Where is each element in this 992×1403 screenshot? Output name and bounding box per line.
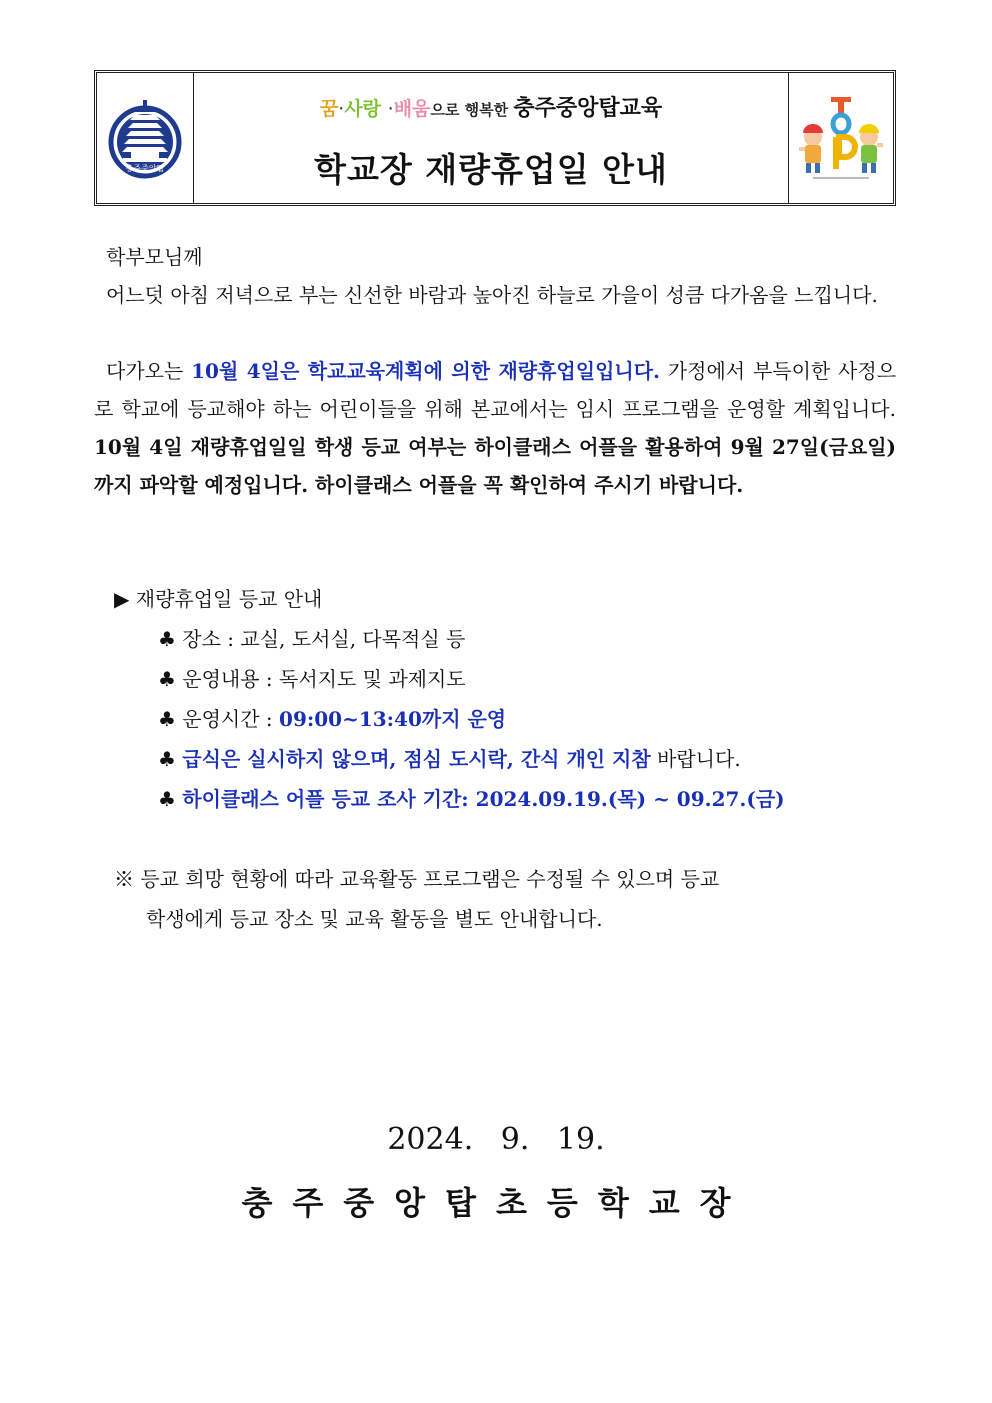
greeting: 학부모님께 [106,245,203,269]
club-icon: ♣ [158,787,176,811]
item-value: 하이클래스 어플 등교 조사 기간: 2024.09.19.(목) ~ 09.27.(금) [182,787,785,811]
list-item [158,620,465,658]
list-item [158,780,785,818]
page-title: 학교장 재량휴업일 안내 [314,150,668,189]
slogan-love: 사랑 [344,98,382,120]
item-value: 09:00~13:40까지 운영 [279,707,507,731]
note-line-2: 학생에게 등교 장소 및 교육 활동을 별도 안내합니다. [146,907,603,931]
pagoda-logo-icon [103,84,187,192]
top-mascot [788,73,893,203]
body-bold-tail: 10월 4일 재량휴업일일 학생 등교 여부는 하이클래스 어플을 활용하여 9월 27일(금요일)까지 파악할 예정입니다. 하이클래스 어플을 꼭 확인하여 주시기 바랍니다. [94,435,896,497]
main-paragraph [94,352,896,504]
club-icon: ♣ [158,667,176,691]
item-value: 급식은 실시하지 않으며, 점심 도시락, 간식 개인 지참 [182,747,651,771]
slogan-connector: 으로 [430,101,465,119]
note-text: 등교 희망 현황에 따라 교육활동 프로그램은 수정될 수 있으며 등교 [140,867,720,891]
list-item [158,740,741,778]
item-label: 운영내용 : 독서지도 및 과제지도 [182,667,466,691]
title-cell [194,73,788,203]
list-item [158,700,506,738]
body-middle: 가정에서 부득이한 사정으로 학교에 등교해야 하는 어린이들을 위해 본교에서는 임시 프로그램을 운영할 계획입니다. [94,359,897,421]
list-item [158,660,466,698]
slogan-school: 충주중앙탑교육 [513,96,663,121]
school-logo [97,73,194,203]
section-title: 재량휴업일 등교 안내 [135,587,323,611]
signature: 충주중앙탑초등학교장 [241,1184,751,1222]
slogan-sep: · [387,98,394,120]
item-suffix: 바랍니다. [650,747,741,771]
logo-text: 충주중앙탑 [125,164,165,173]
intro-paragraph: 어느덧 아침 저녁으로 부는 신선한 바람과 높아진 하늘로 가을이 성큼 다가옴을 느낍니다. [106,283,878,307]
document-date: 2024. 9. 19. [387,1122,605,1157]
club-icon: ♣ [158,707,176,731]
item-label: 운영시간 : [182,707,280,731]
mascot-icon [793,93,889,183]
slogan [320,91,662,122]
slogan-learn: 배움 [393,98,431,120]
section-heading [114,580,322,618]
triangle-icon: ▶ [114,587,130,611]
slogan-dream: 꿈 [319,98,339,120]
body-highlight: 10월 4일은 학교교육계획에 의한 재량휴업일입니다. [191,359,660,383]
body-lead: 다가오는 [106,359,192,383]
item-label: 장소 : 교실, 도서실, 다목적실 등 [182,627,466,651]
note-line-1 [114,860,719,898]
header-box [94,70,896,206]
club-icon: ♣ [158,747,176,771]
slogan-happy: 행복한 [464,101,514,119]
reference-mark-icon: ※ [114,867,134,891]
slogan-sep: · [338,98,345,120]
club-icon: ♣ [158,627,176,651]
